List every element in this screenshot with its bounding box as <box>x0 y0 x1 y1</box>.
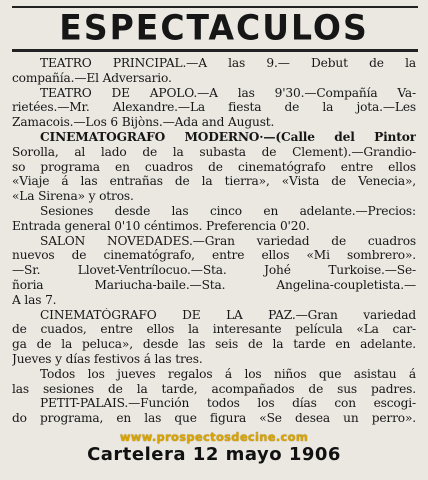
listing-line: TEATRO DE APOLO.—A las 9'30.—Compañía Va- <box>40 85 416 100</box>
listing-line: compañía.—El Adversario. <box>12 70 172 85</box>
listing-line: Todos los jueves regalos á los niños que asistau á <box>40 366 416 381</box>
listing-line: Zamacois.—Los 6 Bijòns.—Ada and August. <box>12 115 275 130</box>
listing-line: CINEMATÓGRAFO DE LA PAZ.—Gran variedad <box>40 307 416 322</box>
listing-line: so programa en cuadros de cinematógrafo entre ellos <box>12 159 416 174</box>
section-title: ESPECTACULOS <box>59 7 369 48</box>
listing-line: A las 7. <box>12 292 57 307</box>
listing-line: do programa, en las que figura «Se desea un perro». <box>12 411 416 426</box>
listing-line: Jueves y días festivos á las tres. <box>12 351 203 366</box>
listing-line: TEATRO PRINCIPAL.—A las 9.— Debut de la <box>40 56 416 70</box>
listing-line: ga de la peluca», desde las seis de la tarde en adelante. <box>12 337 416 352</box>
listing-line: CINEMATOGRAFO MODERNO·—(Calle del Pintor <box>40 129 416 144</box>
listing-line: ñoria Mariucha-baile.—Sta. Angelina-coupletista.— <box>12 277 416 292</box>
listing-line: SALON NOVEDADES.—Gran variedad de cuadros <box>40 233 416 248</box>
listing-line: nuevos de cinematógrafo, entre ellos «Mi sombrero». <box>12 248 416 263</box>
listing-line: —Sr. Llovet-Ventrílocuo.—Sta. Johé Turkoise.—Se- <box>12 263 416 278</box>
listing-line: rietées.—Mr. Alexandre.—La fiesta de la jota.—Les <box>12 100 416 115</box>
listing-line: de cuados, entre ellos la interesante película «La car- <box>12 322 416 337</box>
listing-line: las sesiones de la tarde, acompañados de sus padres. <box>12 381 416 396</box>
listing-line: Entrada general 0'10 céntimos. Preferencia 0'20. <box>12 218 310 233</box>
website-watermark: www.prospectosdecine.com <box>119 430 309 444</box>
title-underline-rule <box>12 49 418 52</box>
listings-column <box>12 56 416 426</box>
footer <box>0 430 428 466</box>
listing-line: «Viaje á las entrañas de la tierra», «Vista de Venecia», <box>12 174 416 189</box>
listing-line: PETIT-PALAIS.—Función todos los días con escogi- <box>40 396 416 411</box>
listing-line: Sesiones desde las cinco en adelante.—Precios: <box>40 203 416 218</box>
listing-line: «La Sirena» y otros. <box>12 189 134 204</box>
date-caption: Cartelera 12 mayo 1906 <box>87 444 341 465</box>
listing-line: Sorolla, al lado de la subasta de Clement).—Grandio- <box>12 144 416 159</box>
